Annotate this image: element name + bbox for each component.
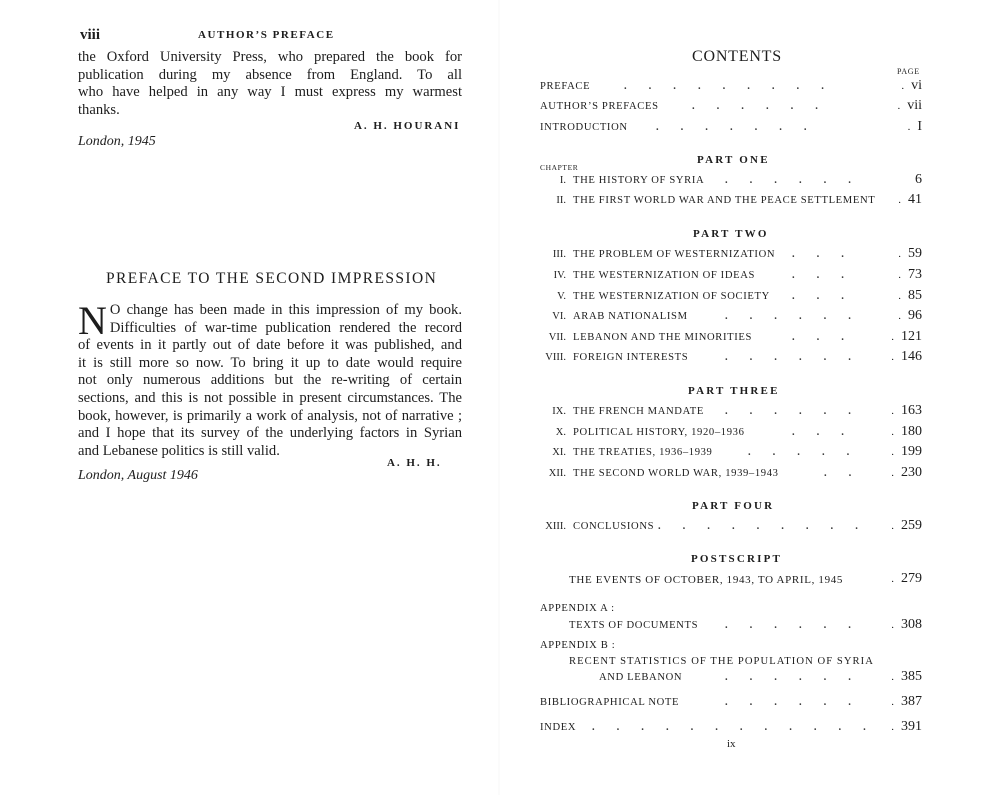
page-number: 96 bbox=[908, 308, 922, 323]
leader-dots: ... bbox=[792, 249, 866, 260]
toc-entry-page: . 259 bbox=[891, 518, 922, 533]
toc-entry-label: THE EVENTS OF OCTOBER, 1943, TO APRIL, 1945 bbox=[569, 574, 844, 586]
toc-entry-page: . 387 bbox=[891, 694, 922, 709]
chapter-number: XIII. bbox=[545, 521, 566, 532]
page-number: I bbox=[917, 119, 922, 134]
toc-entry bbox=[540, 308, 922, 327]
text-line: and Lebanese politics is still valid. bbox=[78, 442, 280, 459]
page-number: 163 bbox=[901, 403, 922, 418]
toc-entry bbox=[540, 78, 922, 97]
page-number: 259 bbox=[901, 518, 922, 533]
toc-entry bbox=[540, 465, 922, 484]
toc-entry-label: THE WESTERNIZATION OF SOCIETY bbox=[573, 291, 770, 302]
toc-entry bbox=[540, 329, 922, 348]
chapter-column-header: CHAPTER bbox=[540, 163, 579, 172]
part-heading: PART TWO bbox=[693, 228, 769, 240]
page-number: 308 bbox=[901, 617, 922, 632]
chapter-number: X. bbox=[555, 427, 566, 438]
page-column-header: PAGE bbox=[897, 67, 920, 76]
drop-cap: N bbox=[78, 298, 107, 343]
toc-entry bbox=[540, 349, 922, 368]
toc-entry-page: . vi bbox=[901, 78, 922, 93]
author-initials: A. H. H. bbox=[387, 457, 442, 469]
toc-entry bbox=[540, 192, 922, 211]
leader-dots: ............ bbox=[592, 722, 888, 733]
toc-entry-page: . I bbox=[907, 119, 922, 134]
toc-entry-label: THE SECOND WORLD WAR, 1939–1943 bbox=[573, 468, 779, 479]
leader-dots: ....... bbox=[656, 122, 829, 133]
toc-entry-label: THE FIRST WORLD WAR AND THE PEACE SETTLEMENT bbox=[573, 195, 876, 206]
toc-entry bbox=[540, 444, 922, 463]
leader-dots: ... bbox=[792, 291, 866, 302]
appendix-heading: APPENDIX A : bbox=[540, 603, 615, 614]
text-line: the Oxford University Press, who prepared the book for bbox=[78, 49, 462, 65]
page-number: 199 bbox=[901, 444, 922, 459]
toc-entry-label: AND LEBANON bbox=[599, 672, 683, 683]
appendix-heading-row bbox=[540, 640, 922, 656]
leader-dots: ...... bbox=[725, 697, 873, 708]
chapter-number: III. bbox=[552, 249, 566, 260]
toc-entry-label: PREFACE bbox=[540, 81, 591, 92]
toc-entry-page: . 121 bbox=[891, 329, 922, 344]
second-impression-paragraph bbox=[78, 298, 462, 460]
page-number: 391 bbox=[901, 719, 922, 734]
toc-entry-label: INTRODUCTION bbox=[540, 122, 628, 133]
toc-entry-page: . 85 bbox=[898, 288, 922, 303]
toc-entry-page: . 73 bbox=[898, 267, 922, 282]
toc-entry-page: . 391 bbox=[891, 719, 922, 734]
place-date: London, August 1946 bbox=[78, 468, 198, 483]
leader-dots: .. bbox=[824, 468, 874, 479]
appendix-heading-row bbox=[540, 603, 922, 619]
page-number: 146 bbox=[901, 349, 922, 364]
toc-entry-label: CONCLUSIONS bbox=[573, 521, 655, 532]
page-number: 41 bbox=[908, 192, 922, 207]
page-number: 73 bbox=[908, 267, 922, 282]
toc-entry-label: THE WESTERNIZATION OF IDEAS bbox=[573, 270, 756, 281]
toc-entry-page: . 308 bbox=[891, 617, 922, 632]
toc-entry bbox=[540, 617, 922, 636]
page-number: 121 bbox=[901, 329, 922, 344]
toc-entry bbox=[540, 571, 922, 590]
toc-entry bbox=[540, 719, 922, 738]
text-line: Difficulties of war-time publication rendered the record bbox=[109, 319, 462, 336]
toc-entry-page: . 59 bbox=[898, 246, 922, 261]
toc-entry-label: FOREIGN INTERESTS bbox=[573, 352, 689, 363]
leader-dots: ...... bbox=[725, 672, 873, 683]
leader-dots: ... bbox=[792, 332, 866, 343]
toc-entry-label: LEBANON AND THE MINORITIES bbox=[573, 332, 753, 343]
toc-entry-page: . 163 bbox=[891, 403, 922, 418]
page-number: 387 bbox=[901, 694, 922, 709]
text-line: it is still more so now. To bring it up to date would require bbox=[78, 354, 462, 371]
page-number: vii bbox=[907, 98, 922, 113]
chapter-number: V. bbox=[557, 291, 566, 302]
toc-entry-label: INDEX bbox=[540, 722, 577, 733]
toc-entry-label: RECENT STATISTICS OF THE POPULATION OF SYRIA bbox=[569, 656, 874, 667]
leader-dots: ...... bbox=[725, 175, 873, 186]
leader-dots: ... bbox=[792, 270, 866, 281]
toc-entry-page: . 180 bbox=[891, 424, 922, 439]
part-heading: PART THREE bbox=[688, 385, 780, 397]
chapter-number: IX. bbox=[552, 406, 566, 417]
toc-entry-continued bbox=[540, 656, 922, 672]
text-line: O change has been made in this impression of my book. bbox=[109, 302, 462, 318]
toc-entry-page bbox=[915, 172, 922, 188]
toc-entry bbox=[540, 172, 922, 191]
text-line: not only numerous additions but the re-writing of certain bbox=[78, 372, 462, 389]
toc-entry-page: . 279 bbox=[891, 571, 922, 586]
chapter-number: VIII. bbox=[545, 352, 566, 363]
toc-entry bbox=[540, 518, 922, 537]
leader-dots: ... bbox=[792, 427, 866, 438]
preface-closing-paragraph bbox=[78, 49, 462, 119]
toc-entry-label: POLITICAL HISTORY, 1920–1936 bbox=[573, 427, 745, 438]
toc-entry-label: THE FRENCH MANDATE bbox=[573, 406, 704, 417]
page-number: vi bbox=[911, 78, 922, 93]
page-number: 230 bbox=[901, 465, 922, 480]
leader-dots: ...... bbox=[692, 101, 840, 112]
leader-dots: ...... bbox=[725, 352, 873, 363]
page-number-right: ix bbox=[727, 738, 736, 750]
running-head: AUTHOR’S PREFACE bbox=[198, 29, 335, 41]
section-title: PREFACE TO THE SECOND IMPRESSION bbox=[106, 270, 438, 287]
toc-entry-label: TEXTS OF DOCUMENTS bbox=[569, 620, 699, 631]
page-number: 59 bbox=[908, 246, 922, 261]
place-date: London, 1945 bbox=[78, 134, 156, 149]
toc-entry-page: . 96 bbox=[898, 308, 922, 323]
text-line: sections, and this is not possible in present circumstances. The bbox=[78, 389, 462, 406]
postscript-heading: POSTSCRIPT bbox=[691, 553, 783, 565]
appendix-heading: APPENDIX B : bbox=[540, 640, 616, 651]
leader-dots: ...... bbox=[725, 406, 873, 417]
toc-entry-page: . 230 bbox=[891, 465, 922, 480]
chapter-number: VI. bbox=[552, 311, 566, 322]
chapter-number: IV. bbox=[553, 270, 566, 281]
toc-entry bbox=[540, 288, 922, 307]
text-line: publication during my absence from England. To all bbox=[78, 66, 462, 83]
text-line: book, however, is primarily a work of analysis, not of narrative ; bbox=[78, 407, 462, 424]
page-number: 6 bbox=[915, 172, 922, 187]
contents-title: CONTENTS bbox=[692, 48, 782, 65]
toc-entry bbox=[540, 424, 922, 443]
toc-entry-label: BIBLIOGRAPHICAL NOTE bbox=[540, 697, 680, 708]
text-line: thanks. bbox=[78, 101, 120, 118]
chapter-number: XII. bbox=[548, 468, 566, 479]
toc-entry bbox=[540, 694, 922, 713]
chapter-number: XI. bbox=[552, 447, 566, 458]
toc-entry-page: . 199 bbox=[891, 444, 922, 459]
leader-dots: ......... bbox=[624, 81, 846, 92]
toc-entry bbox=[540, 267, 922, 286]
toc-entry-page: . 41 bbox=[898, 192, 922, 207]
toc-entry-label: THE HISTORY OF SYRIA bbox=[573, 175, 705, 186]
toc-entry bbox=[540, 119, 922, 138]
leader-dots: ..... bbox=[748, 447, 872, 458]
toc-entry-label: AUTHOR’S PREFACES bbox=[540, 101, 659, 112]
chapter-number: VII. bbox=[548, 332, 566, 343]
toc-entry-page: . vii bbox=[897, 98, 922, 113]
page-number: 279 bbox=[901, 571, 922, 586]
text-line: and I hope that its survey of the underlying factors in Syrian bbox=[78, 425, 462, 442]
toc-entry-label: THE TREATIES, 1936–1939 bbox=[573, 447, 713, 458]
chapter-number: II. bbox=[556, 195, 566, 206]
toc-entry-page: . 146 bbox=[891, 349, 922, 364]
toc-entry bbox=[540, 669, 922, 688]
toc-entry bbox=[540, 403, 922, 422]
author-signature: A. H. HOURANI bbox=[354, 120, 461, 132]
toc-entry-label: ARAB NATIONALISM bbox=[573, 311, 688, 322]
chapter-number: I. bbox=[559, 175, 566, 186]
toc-entry-page: . 385 bbox=[891, 669, 922, 684]
toc-entry bbox=[540, 246, 922, 265]
page-number: 385 bbox=[901, 669, 922, 684]
page-number-left: viii bbox=[80, 27, 101, 43]
leader-dots: ...... bbox=[725, 620, 873, 631]
toc-entry bbox=[540, 98, 922, 117]
part-heading: PART ONE bbox=[697, 154, 770, 166]
text-line: who have helped in any way I must express my warmest bbox=[78, 84, 462, 101]
page-number: 85 bbox=[908, 288, 922, 303]
leader-dots: ......... bbox=[658, 521, 880, 532]
leader-dots: ...... bbox=[725, 311, 873, 322]
page-number: 180 bbox=[901, 424, 922, 439]
part-heading: PART FOUR bbox=[692, 500, 775, 512]
text-line: of events in it partly out of date before it was published, and bbox=[78, 337, 462, 354]
toc-entry-label: THE PROBLEM OF WESTERNIZATION bbox=[573, 249, 776, 260]
